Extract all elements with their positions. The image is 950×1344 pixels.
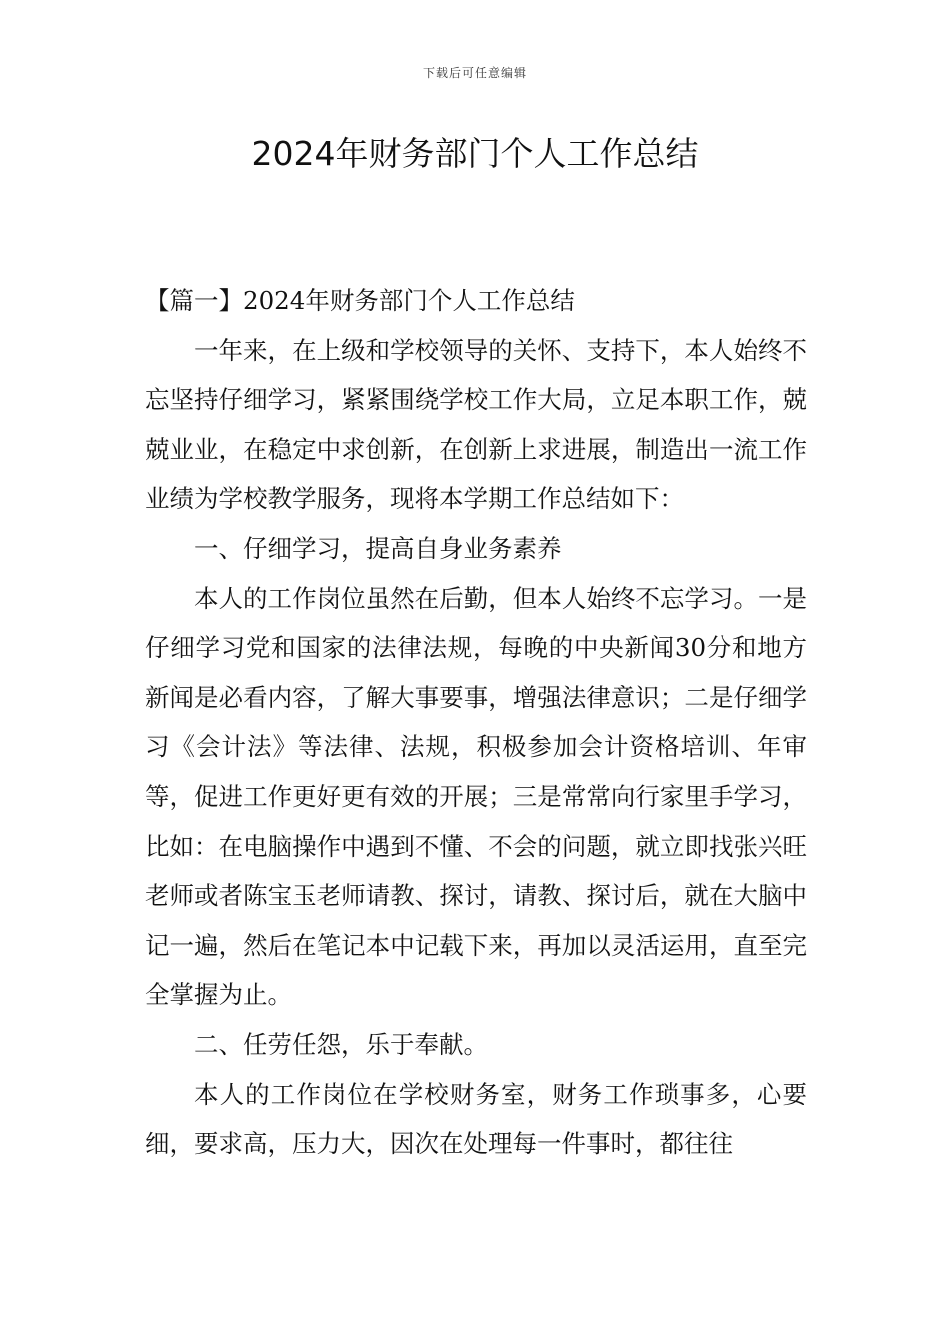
section-heading-1: 一、仔细学习，提高自身业务素养 — [194, 533, 562, 563]
paragraph-body-2: 本人的工作岗位在学校财务室，财务工作琐事多，心要细，要求高，压力大，因次在处理每一件事时，都往往 — [145, 1079, 807, 1159]
section-heading-2: 二、任劳任怨，乐于奉献。 — [194, 1029, 488, 1059]
paragraph-body-1: 本人的工作岗位虽然在后勤，但本人始终不忘学习。一是仔细学习党和国家的法律法规，每晚的中央新闻30分和地方新闻是必看内容，了解大事要事，增强法律意识；二是仔细学习《会计法》等法律、法规，积极参加会计资格培训、年审等，促进工作更好更有效的开展；三是常常向行家里手学习，比如：在电脑操作中遇到不懂、不会的问题，就立即找张兴旺老师或者陈宝玉老师请教、探讨，请教、探讨后，就在大脑中记一遍，然后在笔记本中记载下来，再加以灵活运用，直至完全掌握为止。 — [145, 583, 807, 1010]
paragraph-intro: 一年来，在上级和学校领导的关怀、支持下，本人始终不忘坚持仔细学习，紧紧围绕学校工作大局，立足本职工作，兢兢业业，在稳定中求创新，在创新上求进展，制造出一流工作业绩为学校教学服务，现将本学期工作总结如下： — [145, 335, 807, 514]
document-title: 2024年财务部门个人工作总结 — [251, 134, 699, 173]
section-label: 【篇一】2024年财务部门个人工作总结 — [145, 286, 575, 315]
header-note: 下载后可任意编辑 — [422, 66, 527, 80]
document-body — [145, 276, 807, 1169]
